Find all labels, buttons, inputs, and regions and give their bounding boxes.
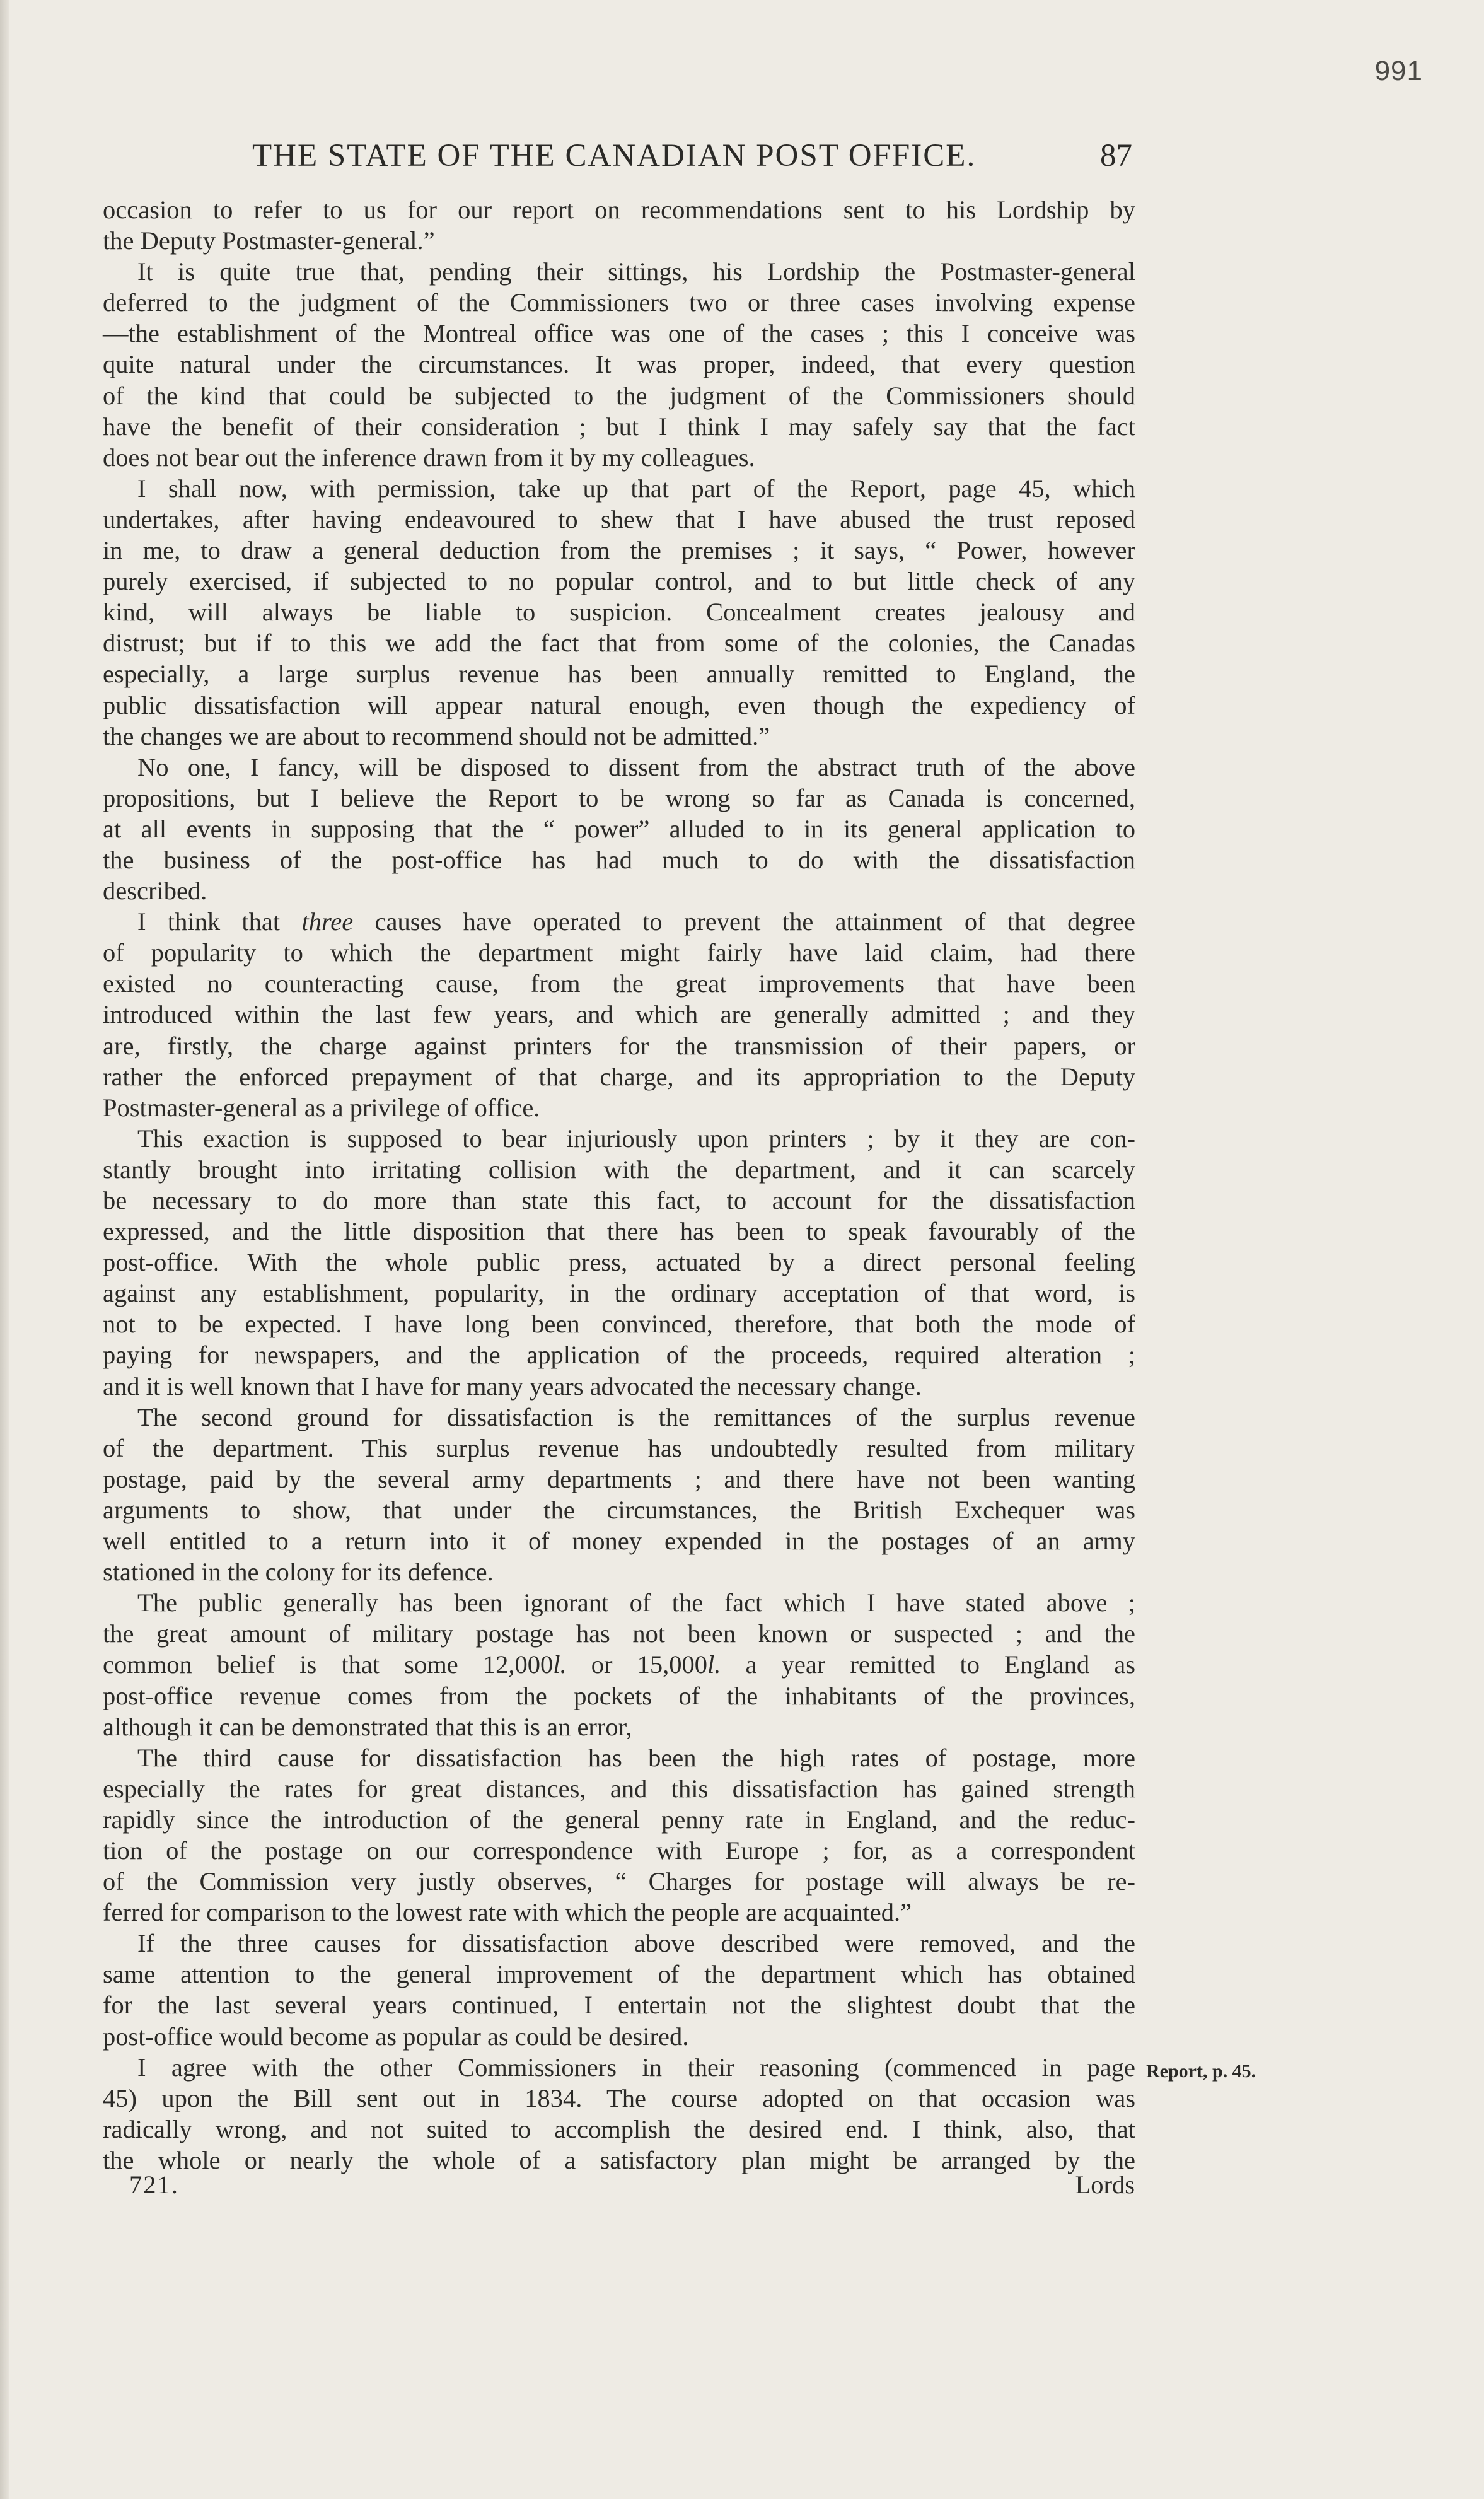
text-line: stantly brought into irritating collision with the department, and it can scarcely <box>103 1155 1135 1184</box>
signature-line <box>129 2170 1135 2199</box>
page-number: 87 <box>1100 138 1132 173</box>
text-line: introduced within the last few years, and which are generally admitted ; and they <box>103 1000 1135 1029</box>
text-line: rapidly since the introduction of the general penny rate in England, and the reduc- <box>103 1805 1135 1834</box>
text-line: purely exercised, if subjected to no popular control, and to but little check of any <box>103 567 1135 596</box>
text-line: in me, to draw a general deduction from the premises ; it says, “ Power, however <box>103 536 1135 565</box>
text-line: especially the rates for great distances, and this dissatisfaction has gained strength <box>103 1774 1135 1803</box>
paragraph <box>103 1402 1135 1588</box>
text-line: against any establishment, popularity, in the ordinary acceptation of that word, is <box>103 1279 1135 1308</box>
margin-note: Report, p. 45. <box>1146 2061 1256 2082</box>
text-line: undertakes, after having endeavoured to shew that I have abused the trust reposed <box>103 504 1135 533</box>
folio-number: 991 <box>1374 55 1423 86</box>
text-line: of popularity to which the department might fairly have laid claim, had there <box>103 938 1135 967</box>
running-head: THE STATE OF THE CANADIAN POST OFFICE. <box>252 138 977 173</box>
text-line: kind, will always be liable to suspicion. Concealment creates jealousy and <box>103 598 1135 627</box>
page-spine-shadow <box>0 0 9 2499</box>
text-line: ferred for comparison to the lowest rate with which the people are acquainted.” <box>103 1898 912 1927</box>
text-line: especially, a large surplus revenue has been annually remitted to England, the <box>103 660 1135 689</box>
text-line: common belief is that some 12,000l. or 15,000l. a year remitted to England as <box>103 1650 1135 1679</box>
text-line: at all events in supposing that the “ power” alluded to in its general application to <box>103 814 1135 843</box>
text-line: radically wrong, and not suited to accomplish the desired end. I think, also, that <box>103 2114 1135 2143</box>
paragraph <box>103 1928 1135 2051</box>
text-line: the great amount of military postage has not been known or suspected ; and the <box>103 1619 1135 1648</box>
text-line: well entitled to a return into it of money expended in the postages of an army <box>103 1527 1135 1556</box>
text-line: described. <box>103 877 207 906</box>
text-line: distrust; but if to this we add the fact that from some of the colonies, the Canadas <box>103 629 1135 658</box>
text-line: rather the enforced prepayment of that charge, and its appropriation to the Deputy <box>103 1062 1135 1091</box>
text-line: The third cause for dissatisfaction has been the high rates of postage, more <box>137 1743 1135 1772</box>
text-line: propositions, but I believe the Report to be wrong so far as Canada is concerned, <box>103 783 1135 812</box>
text-line: arguments to show, that under the circumstances, the British Exchequer was <box>103 1495 1135 1524</box>
paragraph <box>103 2052 1135 2176</box>
text-line: It is quite true that, pending their sittings, his Lordship the Postmaster-general <box>137 257 1135 286</box>
text-line: same attention to the general improvement of the department which has obtained <box>103 1960 1135 1989</box>
text-line: for the last several years continued, I entertain not the slightest doubt that the <box>103 1991 1135 2020</box>
body-text <box>103 194 1135 2176</box>
text-line: have the benefit of their consideration ; but I think I may safely say that the fact <box>103 412 1135 441</box>
text-line: occasion to refer to us for our report on recommendations sent to his Lordship by <box>103 195 1135 224</box>
text-line: No one, I fancy, will be disposed to dissent from the abstract truth of the above <box>137 752 1135 781</box>
paragraph <box>103 1587 1135 1742</box>
text-line: I shall now, with permission, take up that part of the Report, page 45, which <box>137 474 1135 503</box>
text-line: The second ground for dissatisfaction is the remittances of the surplus revenue <box>137 1402 1135 1431</box>
text-line: The public generally has been ignorant of the fact which I have stated above ; <box>137 1588 1135 1617</box>
text-line: post-office revenue comes from the pockets of the inhabitants of the provinces, <box>103 1681 1135 1710</box>
catchword: Lords <box>1075 2170 1135 2199</box>
paragraph <box>103 256 1135 473</box>
text-line: and it is well known that I have for many years advocated the necessary change. <box>103 1372 922 1401</box>
text-line: the whole or nearly the whole of a satisfactory plan might be arranged by the <box>103 2145 1135 2174</box>
paragraph <box>103 473 1135 752</box>
text-line: are, firstly, the charge against printers for the transmission of their papers, or <box>103 1031 1135 1060</box>
text-line: 45) upon the Bill sent out in 1834. The course adopted on that occasion was <box>103 2083 1135 2112</box>
text-line: post-office would become as popular as could be desired. <box>103 2022 689 2051</box>
text-line: expressed, and the little disposition that there has been to speak favourably of the <box>103 1217 1135 1246</box>
text-line: Postmaster-general as a privilege of office. <box>103 1093 540 1122</box>
paragraph <box>103 1742 1135 1928</box>
text-line: I agree with the other Commissioners in their reasoning (commenced in page <box>137 2053 1135 2082</box>
text-line: public dissatisfaction will appear natural enough, even though the expediency of <box>103 690 1135 719</box>
text-line: be necessary to do more than state this fact, to account for the dissatisfaction <box>103 1186 1135 1215</box>
paragraph <box>103 906 1135 1123</box>
text-line: This exaction is supposed to bear injuriously upon printers ; by it they are con- <box>137 1124 1135 1153</box>
text-line: If the three causes for dissatisfaction above described were removed, and the <box>137 1929 1135 1958</box>
text-line: quite natural under the circumstances. It was proper, indeed, that every question <box>103 350 1135 379</box>
text-line: I think that three causes have operated to prevent the attainment of that degree <box>137 907 1135 936</box>
text-line: the Deputy Postmaster-general.” <box>103 226 435 255</box>
text-line: of the kind that could be subjected to the judgment of the Commissioners should <box>103 381 1135 410</box>
text-line: the changes we are about to recommend should not be admitted.” <box>103 721 770 750</box>
text-line: although it can be demonstrated that this is an error, <box>103 1712 632 1741</box>
text-line: post-office. With the whole public press, actuated by a direct personal feeling <box>103 1248 1135 1277</box>
paragraph <box>103 194 1135 256</box>
text-line: existed no counteracting cause, from the great improvements that have been <box>103 969 1135 998</box>
text-line: tion of the postage on our correspondence with Europe ; for, as a correspondent <box>103 1836 1135 1865</box>
text-line: does not bear out the inference drawn from it by my colleagues. <box>103 443 755 472</box>
printer-signature: 721. <box>129 2170 179 2199</box>
text-line: paying for newspapers, and the application of the proceeds, required alteration ; <box>103 1341 1135 1370</box>
text-line: the business of the post-office has had much to do with the dissatisfaction <box>103 845 1135 874</box>
text-line: postage, paid by the several army departments ; and there have not been wanting <box>103 1464 1135 1493</box>
text-line: —the establishment of the Montreal office was one of the cases ; this I conceive was <box>103 319 1135 348</box>
text-line: deferred to the judgment of the Commissioners two or three cases involving expense <box>103 288 1135 317</box>
text-line: of the Commission very justly observes, “ Charges for postage will always be re- <box>103 1867 1135 1896</box>
text-line: not to be expected. I have long been convinced, therefore, that both the mode of <box>103 1310 1135 1339</box>
paragraph <box>103 752 1135 906</box>
text-line: stationed in the colony for its defence. <box>103 1558 494 1587</box>
paragraph <box>103 1123 1135 1402</box>
text-line: of the department. This surplus revenue has undoubtedly resulted from military <box>103 1433 1135 1462</box>
